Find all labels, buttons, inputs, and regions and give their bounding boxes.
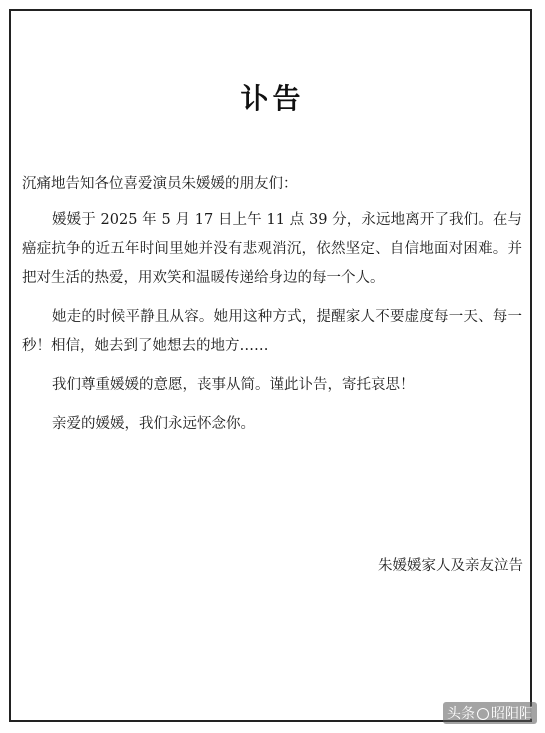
watermark-handle: 昭阳阳 xyxy=(491,706,533,722)
paragraph-2: 她走的时候平静且从容。她用这种方式，提醒家人不要虚度每一天、每一秒！相信，她去到了她想去的地方…… xyxy=(22,309,522,354)
paragraph-4: 亲爱的媛媛，我们永远怀念你。 xyxy=(52,416,255,432)
notice-body xyxy=(22,170,522,449)
salutation: 沉痛地告知各位喜爱演员朱媛媛的朋友们： xyxy=(22,176,298,192)
signature: 朱媛媛家人及亲友泣告 xyxy=(378,558,523,574)
page-title: 讣告 xyxy=(240,82,305,115)
paragraph-3: 我们尊重媛媛的意愿，丧事从简。谨此讣告，寄托哀思！ xyxy=(52,377,415,393)
watermark xyxy=(443,702,537,724)
at-icon xyxy=(477,708,489,720)
watermark-prefix: 头条 xyxy=(447,706,475,722)
paragraph-1: 媛媛于 2025 年 5 月 17 日上午 11 点 39 分，永远地离开了我们。在与癌症抗争的近五年时间里她并没有悲观消沉，依然坚定、自信地面对困难。并把对生活的热爱，用欢笑和温暖传递给身边的每一个人。 xyxy=(22,212,522,286)
